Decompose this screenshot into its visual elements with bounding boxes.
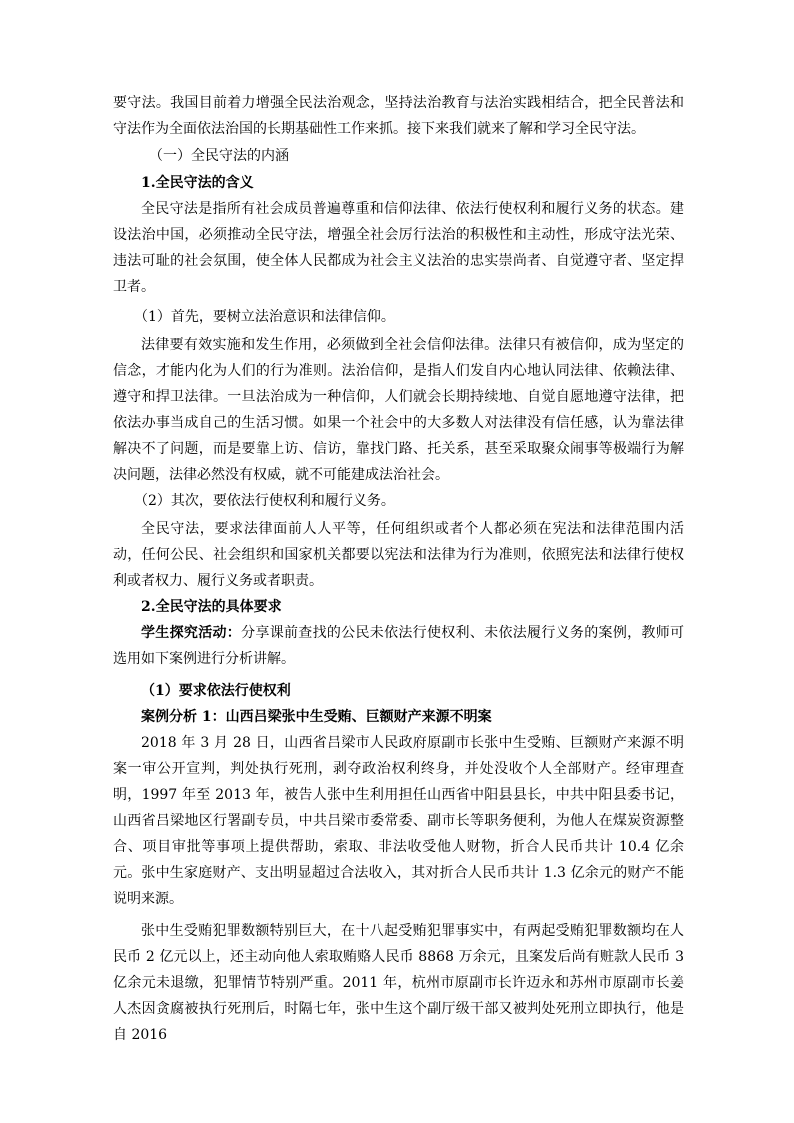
heading-req1: （1）要求依法行使权利: [141, 683, 291, 699]
activity-label: 学生探究活动：: [141, 625, 242, 641]
document-body: [113, 90, 684, 1048]
meaning-paragraph: 全民守法是指所有社会成员普遍尊重和信仰法律、依法行使权利和履行义务的状态。建设法治中国，必须推动全民守法，增强全社会厉行法治的积极性和主动性，形成守法光荣、违法可耻的社会氛围，使全体人民都成为社会主义法治的忠实崇尚者、自觉遵守者、坚定捍卫者。: [113, 201, 684, 295]
subheading-belief: （1）首先，要树立法治意识和法律信仰。: [134, 309, 395, 325]
rights-paragraph: 全民守法，要求法律面前人人平等，任何组织或者个人都必须在宪法和法律范围内活动，任何公民、社会组织和国家机关都要以宪法和法律为行为准则，依照宪法和法律行使权利或者权力、履行义务或者职责。: [113, 521, 684, 589]
case1-paragraph-b: 张中生受贿犯罪数额特别巨大，在十八起受贿犯罪事实中，有两起受贿犯罪数额均在人民币 2 亿元以上，还主动向他人索取贿赂人民币 8868 万余元，且案发后尚有赃款人民币 3 亿余元未退缴，犯罪情节特别严重。2011 年，杭州市原副市长许迈永和苏州市原副市长姜人杰因贪腐被执行死刑后，时隔七年，张中生这个副厅级干部又被判处死刑立即执行，他是自 2016: [113, 923, 684, 1043]
intro-paragraph: 要守法。我国目前着力增强全民法治观念，坚持法治教育与法治实践相结合，把全民普法和守法作为全面依法治国的长期基础性工作来抓。接下来我们就来了解和学习全民守法。: [113, 95, 684, 137]
case1-paragraph-a: 2018 年 3 月 28 日，山西省吕梁市人民政府原副市长张中生受贿、巨额财产来源不明案一审公开宣判，判处执行死刑，剥夺政治权利终身，并处没收个人全部财产。经审理查明，1997 年至 2013 年，被告人张中生利用担任山西省中阳县县长，中共中阳县委书记，山西省吕梁地区行署副专员，中共吕梁市委常委、副市长等职务便利，为他人在煤炭资源整合、项目审批等事项上提供帮助，索取、非法收受他人财物，折合人民币共计 10.4 亿余元。张中生家庭财产、支出明显超过合法收入，其对折合人民币共计 1.3 亿余元的财产不能说明来源。: [113, 735, 684, 907]
section-heading-1: （一）全民守法的内涵: [149, 148, 289, 164]
heading-case1: 案例分析 1：山西吕梁张中生受贿、巨额财产来源不明案: [141, 709, 492, 725]
activity-text: 分享课前查找的公民未依法行使权利、未依法履行义务的案例，教师可选用如下案例进行分析讲解。: [113, 625, 685, 667]
activity-paragraph: [113, 620, 684, 672]
subheading-rights: （2）其次，要依法行使权利和履行义务。: [134, 493, 395, 509]
belief-paragraph: 法律要有效实施和发生作用，必须做到全社会信仰法律。法律只有被信仰，成为坚定的信念，才能内化为人们的行为准则。法治信仰，是指人们发自内心地认同法律、依赖法律、遵守和捍卫法律。一旦法治成为一种信仰，人们就会长期持续地、自觉自愿地遵守法律，把依法办事当成自己的生活习惯。如果一个社会中的大多数人对法律没有信任感，认为靠法律解决不了问题，而是要靠上访、信访，靠找门路、托关系，甚至采取聚众闹事等极端行为解决问题，法律必然没有权威，就不可能建成法治社会。: [113, 337, 684, 483]
heading-meaning: 1.全民守法的含义: [141, 175, 254, 191]
heading-requirements: 2.全民守法的具体要求: [141, 599, 282, 615]
